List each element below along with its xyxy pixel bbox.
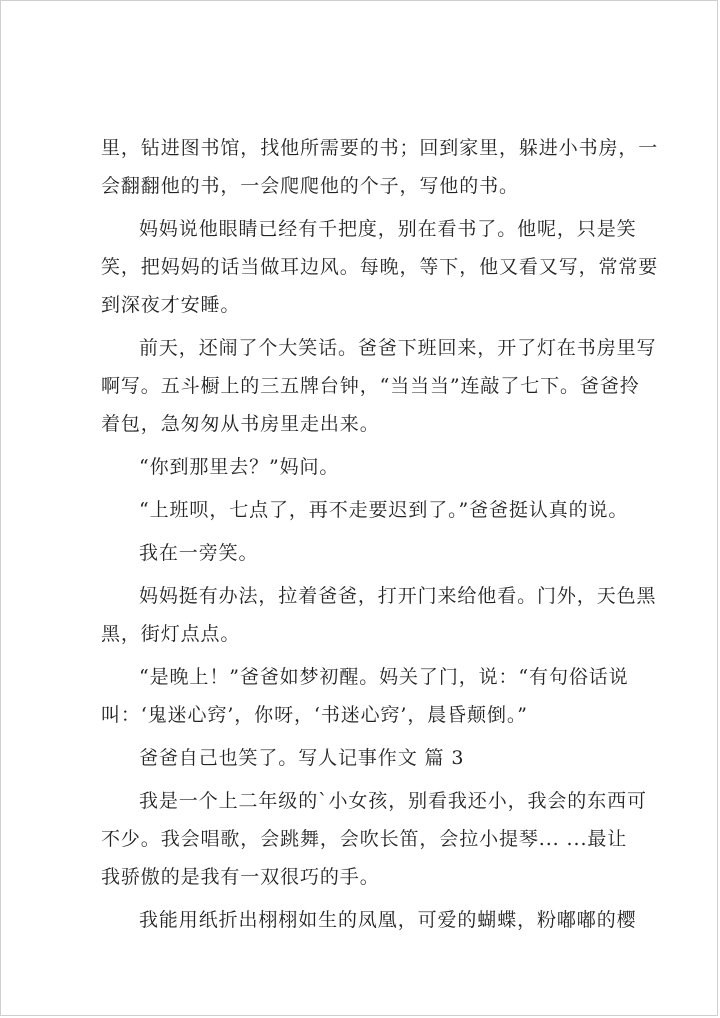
paragraph: [101, 901, 637, 939]
paragraph: [101, 534, 627, 572]
text-line: 着包，急匆匆从书房里走出来。: [101, 413, 380, 435]
paragraph: [101, 129, 659, 205]
paragraph: [101, 739, 627, 777]
text-line: 我能用纸折出栩栩如生的凤凰，可爱的蝴蝶，粉嘟嘟的樱: [139, 909, 637, 931]
text-line: “你到那里去？”妈问。: [139, 456, 340, 478]
text-line: 妈妈说他眼睛已经有千把度，别在看书了。他呢，只是笑: [139, 218, 637, 240]
text-line: 里，钻进图书馆，找他所需要的书；回到家里，躲进小书房，一: [101, 137, 659, 159]
text-line: 啊写。五斗橱上的三五牌台钟，“当当当”连敲了七下。爸爸拎: [101, 375, 640, 397]
text-line: 我骄傲的是我有一双很巧的手。: [101, 866, 380, 888]
text-line: 妈妈挺有办法，拉着爸爸，打开门来给他看。门外，天色黑: [139, 585, 657, 607]
paragraph: [101, 329, 657, 443]
text-line: “是晚上！”爸爸如梦初醒。妈关了门，说：“有句俗话说: [139, 666, 629, 688]
text-line: 到深夜才安睡。: [101, 294, 241, 316]
paragraph: [101, 577, 657, 653]
text-line: 笑，把妈妈的话当做耳边风。每晚，等下，他又看又写，常常要: [101, 256, 659, 278]
paragraph: [101, 448, 627, 486]
text-line: 我在一旁笑。: [139, 542, 259, 564]
document-body: [101, 129, 659, 939]
paragraph: [101, 782, 647, 896]
text-line: 前天，还闹了个大笑话。爸爸下班回来，开了灯在书房里写: [139, 337, 657, 359]
paragraph: [101, 491, 627, 529]
text-line: 会翻翻他的书，一会爬爬他的个子，写他的书。: [101, 175, 519, 197]
paragraph: [101, 210, 659, 324]
text-line: 黑，街灯点点。: [101, 623, 241, 645]
text-line: 爸爸自己也笑了。写人记事作文 篇 3: [139, 747, 465, 769]
text-line: 叫：‘鬼迷心窍’，你呀，‘书迷心窍’，晨昏颠倒。”: [101, 704, 528, 726]
text-line: 不少。我会唱歌，会跳舞，会吹长笛，会拉小提琴... ...最让: [101, 828, 628, 850]
text-line: “上班呗，七点了，再不走要迟到了。”爸爸挺认真的说。: [139, 499, 629, 521]
paragraph: [101, 658, 627, 734]
text-line: 我是一个上二年级的`小女孩，别看我还小，我会的东西可: [139, 790, 647, 812]
